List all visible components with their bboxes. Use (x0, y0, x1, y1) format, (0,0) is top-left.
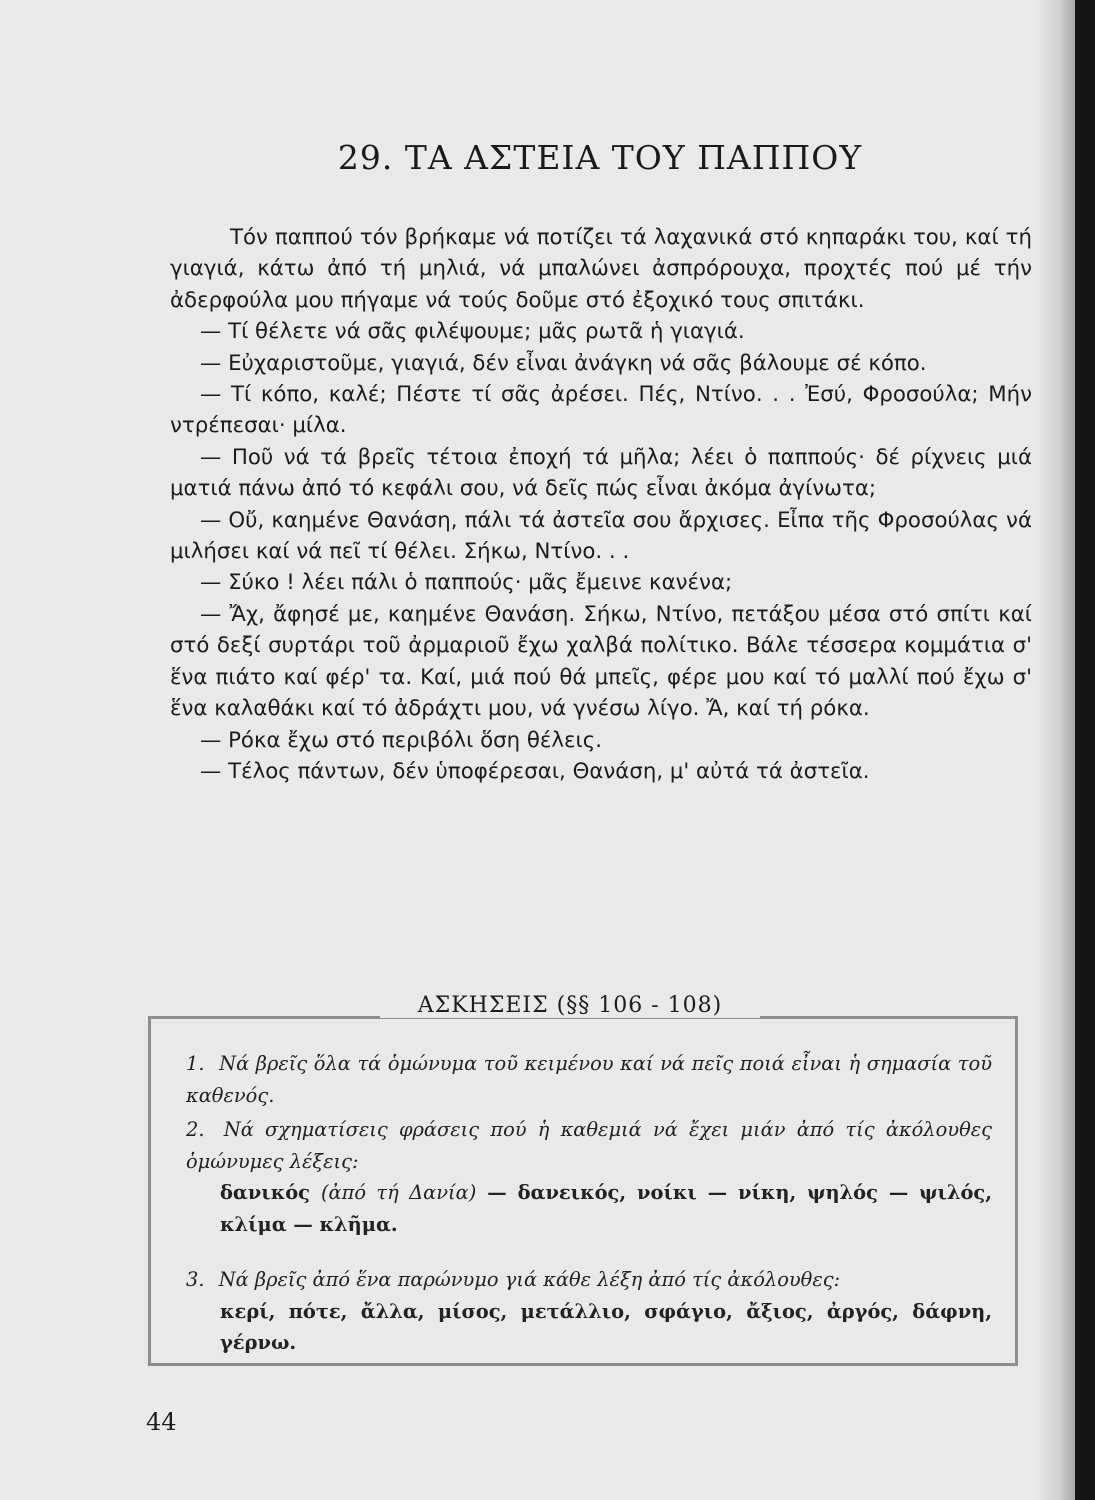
word-note: (ἀπό τή Δανία) (320, 1181, 477, 1204)
page-number: 44 (146, 1408, 177, 1436)
dialog-line: — Σύκο ! λέει πάλι ὁ παππούς· μᾶς ἔμεινε κανένα; (200, 570, 733, 596)
dialog-line: — Ἄχ, ἄφησέ με, καημένε Θανάση. Σήκω, Ντίνο, πετάξου μέσα στό σπίτι καί στό δεξί συρτάρι τοῦ ἀρμαριοῦ ἔχω χαλβά πολίτικο. Βάλε τέσσερα κομμάτια σ' ἕνα πιάτο καί φέρ' τα. Καί, μιά πού θά μπεῖς, φέρε μου καί τό μαλλί πού ἔχω σ' ἕνα καλαθάκι καί τό ἀδράχτι μου, νά γνέσω λίγο. Ἄ, καί τή ρόκα. (170, 601, 1032, 722)
dialog-line: — Τέλος πάντων, δέν ὑποφέρεσαι, Θανάση, μ' αὐτά τά ἀστεῖα. (200, 758, 870, 784)
dialog-line: — Εὐχαριστοῦμε, γιαγιά, δέν εἶναι ἀνάγκη νά σᾶς βάλουμε σέ κόπο. (200, 350, 927, 376)
paragraph: Τόν παππού τόν βρήκαμε νά ποτίζει τά λαχανικά στό κηπαράκι του, καί τή γιαγιά, κάτω ἀπό τή μηλιά, νά μπαλώνει ἀσπρόρουχα, προχτές πού μέ τήν ἀδερφούλα μου πήγαμε νά τούς δοῦμε στό ἐξοχικό τους σπιτάκι. (170, 225, 1032, 313)
page-title: 29. ΤΑ ΑΣΤΕΙΑ ΤΟΥ ΠΑΠΠΟΥ (337, 138, 863, 177)
exercise-item-3 (186, 1264, 992, 1359)
exercise-text: Νά βρεῖς ἀπό ἕνα παρώνυμο γιά κάθε λέξη ἀπό τίς ἀκόλουθες: (218, 1268, 841, 1291)
exercise-number: 1. (186, 1052, 205, 1075)
exercises-title: ΑΣΚΗΣΕΙΣ (§§ 106 - 108) (380, 993, 760, 1018)
exercise-text: Νά σχηματίσεις φράσεις πού ἡ καθεμιά νά ἔχει μιάν ἀπό τίς ἀκόλουθες ὁμώνυμες λέξεις: (186, 1118, 993, 1173)
dialog-line: — Τί θέλετε νά σᾶς φιλέψουμε; μᾶς ρωτᾶ ἡ γιαγιά. (200, 319, 745, 345)
dialog-line: — Οὔ, καημένε Θανάση, πάλι τά ἀστεῖα σου ἄρχισες. Εἶπα τῆς Φροσούλας νά μιλήσει καί νά πεῖ τί θέλει. Σήκω, Ντίνο. . . (170, 507, 1032, 565)
exercise-item-2 (186, 1114, 992, 1240)
word-rest: — δανεικός, νοίκι — νίκη, ψηλός — ψιλός, κλίμα — κλῆμα. (220, 1181, 992, 1236)
exercise-text: Νά βρεῖς ὅλα τά ὁμώνυμα τοῦ κειμένου καί νά πεῖς ποιά εἶναι ἡ σημασία τοῦ καθενός. (186, 1052, 992, 1107)
dialog-line: — Ρόκα ἔχω στό περιβόλι ὅση θέλεις. (200, 727, 603, 753)
exercise-item-1 (186, 1048, 992, 1111)
word-start: δανικός (220, 1181, 310, 1204)
dialog-line: — Τί κόπο, καλέ; Πέστε τί σᾶς ἀρέσει. Πές, Ντίνο. . . Ἐσύ, Φροσούλα; Μήν ντρέπεσαι· μίλα. (170, 382, 1032, 439)
exercise-number: 2. (186, 1118, 205, 1141)
exercise-words: κερί, πότε, ἄλλα, μίσος, μετάλλιο, σφάγιο, ἄξιος, ἀργός, δάφνη, γέρνω. (220, 1299, 992, 1354)
book-edge (1075, 0, 1095, 1500)
exercise-words (186, 1177, 992, 1240)
dialog-line: — Ποῦ νά τά βρεῖς τέτοια ἐποχή τά μῆλα; λέει ὁ παππούς· δέ ρίχνεις μιά ματιά πάνω ἀπό τό κεφάλι σου, νά δεῖς πώς εἶναι ἀκόμα ἀγίνωτα; (170, 444, 1032, 502)
exercise-number: 3. (186, 1268, 205, 1291)
story-text (170, 222, 1032, 787)
spine-shadow (1035, 0, 1075, 1500)
